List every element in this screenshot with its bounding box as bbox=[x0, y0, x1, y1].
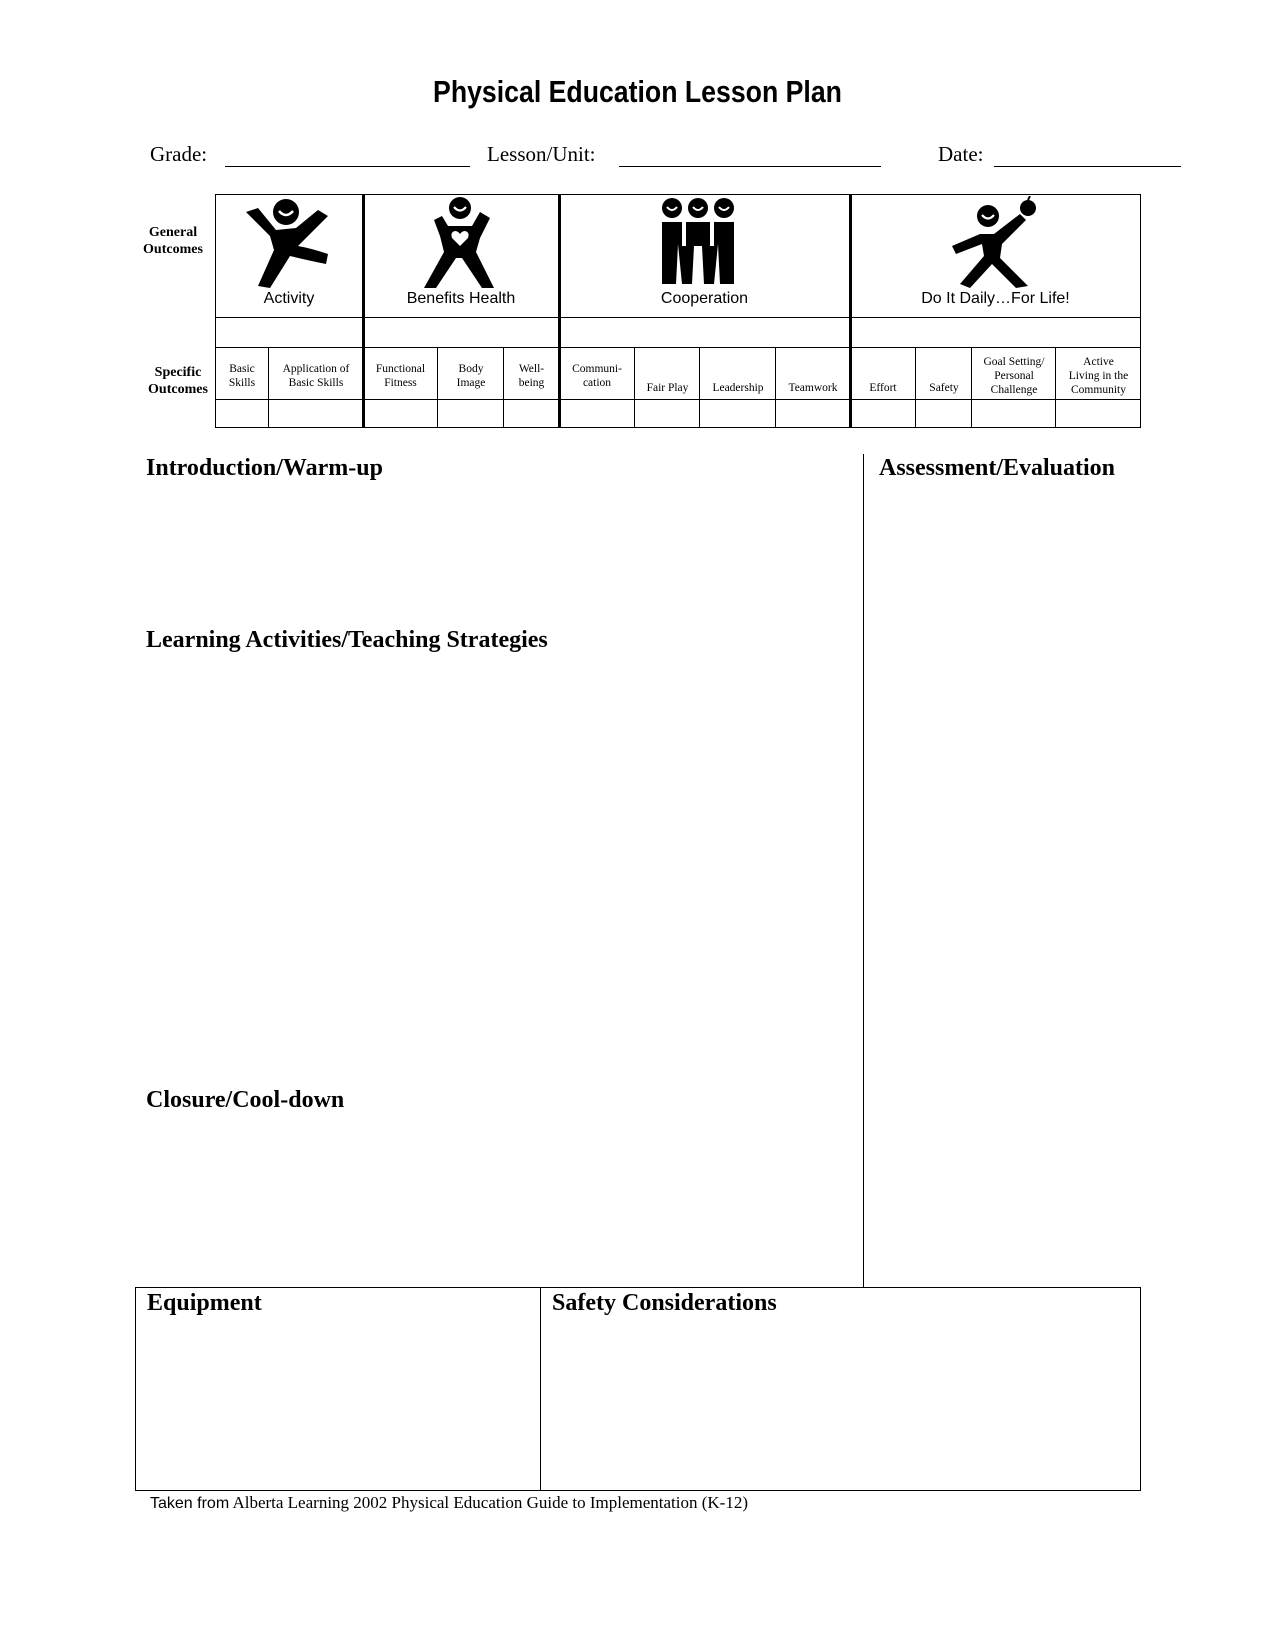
assessment-heading: Assessment/Evaluation bbox=[879, 455, 1116, 481]
specific-outcome-goal-setting bbox=[972, 350, 1056, 402]
general-outcome-do-it-daily: Do It Daily…For Life! bbox=[921, 290, 1070, 307]
general-outcomes-label-line2: Outcomes bbox=[143, 242, 203, 257]
specific-outcome-well-being bbox=[504, 350, 559, 402]
table-divider bbox=[215, 317, 1141, 318]
date-label: Date: bbox=[938, 142, 984, 166]
table-divider bbox=[215, 347, 1141, 348]
specific-outcomes-label-line2: Outcomes bbox=[148, 382, 208, 397]
spec-line: Active bbox=[1083, 356, 1114, 368]
specific-outcome-effort bbox=[850, 350, 916, 395]
spec-line: Communi- bbox=[572, 363, 622, 375]
specific-outcome-fair-play bbox=[635, 350, 700, 395]
specific-outcome-basic-skills bbox=[215, 350, 269, 402]
spec-line: Challenge bbox=[990, 384, 1038, 396]
spec-line: being bbox=[518, 377, 545, 389]
three-people-icon bbox=[658, 196, 738, 288]
specific-outcome-active-living bbox=[1056, 350, 1141, 402]
spec-line: Fair Play bbox=[646, 382, 689, 394]
bottom-table bbox=[135, 1287, 1141, 1491]
specific-outcomes-label-line1: Specific bbox=[154, 365, 202, 380]
spec-line: Functional bbox=[375, 363, 426, 375]
specific-outcomes-label bbox=[138, 364, 218, 398]
specific-outcome-communication bbox=[559, 350, 635, 402]
spec-line: Application of bbox=[282, 363, 350, 375]
spec-line: Well- bbox=[518, 363, 545, 375]
specific-outcome-body-image bbox=[438, 350, 504, 402]
spec-line: Image bbox=[456, 377, 486, 389]
footer-taken-from: Taken from bbox=[150, 1495, 230, 1512]
equipment-heading: Equipment bbox=[147, 1290, 262, 1316]
spec-line: Basic bbox=[229, 363, 255, 375]
heart-person-icon bbox=[420, 196, 500, 290]
spec-line: Teamwork bbox=[788, 382, 838, 394]
spec-line: Body bbox=[458, 363, 484, 375]
spec-line: Goal Setting/ bbox=[983, 356, 1045, 368]
spec-line: Leadership bbox=[712, 382, 764, 394]
specific-outcome-safety bbox=[916, 350, 972, 395]
specific-outcome-leadership bbox=[700, 350, 776, 395]
spec-line: cation bbox=[582, 377, 612, 389]
person-with-apple-icon bbox=[950, 196, 1040, 290]
learning-heading: Learning Activities/Teaching Strategies bbox=[146, 627, 548, 653]
spec-line: Living in the bbox=[1068, 370, 1129, 382]
spec-line: Community bbox=[1071, 384, 1126, 396]
lesson-unit-label: Lesson/Unit: bbox=[487, 142, 596, 166]
spec-line: Skills bbox=[228, 377, 256, 389]
footer-source bbox=[150, 1493, 748, 1513]
closure-heading: Closure/Cool-down bbox=[146, 1087, 345, 1113]
spec-line: Personal bbox=[994, 370, 1034, 382]
general-outcome-activity: Activity bbox=[263, 290, 315, 307]
date-field[interactable] bbox=[994, 166, 1181, 167]
intro-heading: Introduction/Warm-up bbox=[146, 455, 383, 481]
general-outcome-cooperation: Cooperation bbox=[660, 290, 749, 307]
grade-label: Grade: bbox=[150, 142, 208, 166]
jumping-person-icon bbox=[240, 198, 340, 290]
lesson-unit-field[interactable] bbox=[619, 166, 881, 167]
general-outcomes-label bbox=[133, 224, 213, 258]
spec-line: Basic Skills bbox=[288, 377, 344, 389]
page-title: Physical Education Lesson Plan bbox=[433, 74, 842, 109]
grade-field[interactable] bbox=[225, 166, 470, 167]
specific-outcome-application-of-basic-skills bbox=[269, 350, 363, 402]
bottom-divider bbox=[540, 1287, 541, 1491]
specific-outcome-teamwork bbox=[776, 350, 850, 395]
general-outcomes-label-line1: General bbox=[148, 225, 198, 240]
general-outcome-benefits-health: Benefits Health bbox=[406, 290, 516, 307]
safety-heading: Safety Considerations bbox=[552, 1290, 777, 1316]
column-separator bbox=[863, 454, 864, 1288]
spec-line: Fitness bbox=[384, 377, 417, 389]
specific-outcome-functional-fitness bbox=[363, 350, 438, 402]
spec-line: Effort bbox=[869, 382, 897, 394]
footer-source-text: Alberta Learning 2002 Physical Education Guide to Implementation (K-12) bbox=[229, 1493, 748, 1512]
spec-line: Safety bbox=[929, 382, 959, 394]
